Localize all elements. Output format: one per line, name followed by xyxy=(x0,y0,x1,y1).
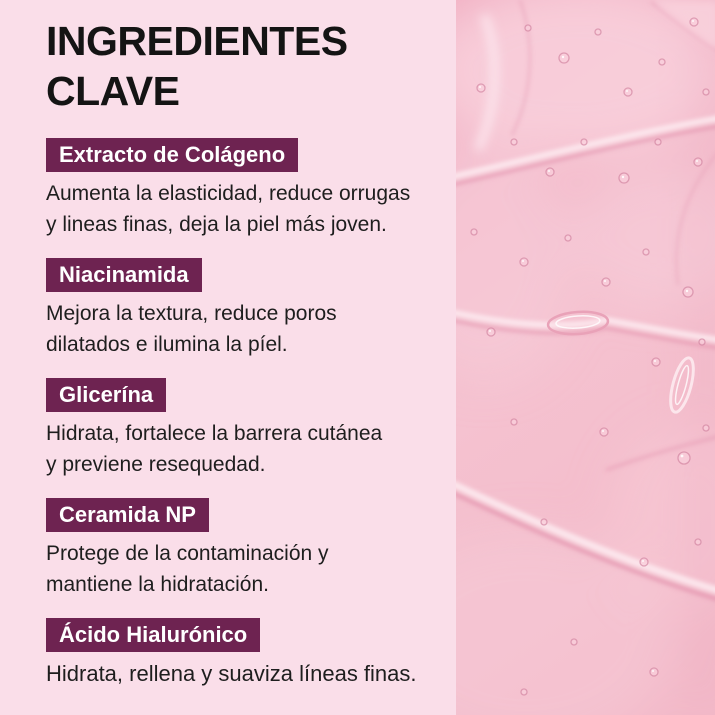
description-line: Hidrata, fortalece la barrera cutánea xyxy=(46,422,383,445)
description-line: Hidrata, rellena y suaviza líneas finas. xyxy=(46,661,417,686)
ingredient-badge: Ceramida NP xyxy=(46,498,209,532)
ingredient-description xyxy=(46,298,456,360)
ingredient-section-ceramida xyxy=(46,498,456,600)
ingredient-section-hialuronico xyxy=(46,618,456,689)
ingredient-badge: Ácido Hialurónico xyxy=(46,618,260,652)
description-line: Protege de la contaminación y xyxy=(46,542,329,565)
description-line: mantiene la hidratación. xyxy=(46,573,269,596)
cream-texture-graphic xyxy=(456,0,715,715)
ingredient-section-colageno xyxy=(46,138,456,240)
title-line-2: CLAVE xyxy=(46,68,180,114)
ingredient-section-niacinamida xyxy=(46,258,456,360)
page-title xyxy=(46,16,456,116)
ingredient-badge: Niacinamida xyxy=(46,258,202,292)
ingredient-description xyxy=(46,178,456,240)
ingredient-description xyxy=(46,658,456,689)
title-line-1: INGREDIENTES xyxy=(46,18,348,64)
ingredient-description xyxy=(46,538,456,600)
ingredient-badge: Extracto de Colágeno xyxy=(46,138,298,172)
ingredient-description xyxy=(46,418,456,480)
description-line: dilatados e ilumina la píel. xyxy=(46,333,288,356)
description-line: y lineas finas, deja la piel más joven. xyxy=(46,213,387,236)
description-line: Mejora la textura, reduce poros xyxy=(46,302,337,325)
description-line: Aumenta la elasticidad, reduce orrugas xyxy=(46,182,411,205)
product-texture-image xyxy=(456,0,715,715)
description-line: y previene resequedad. xyxy=(46,453,266,476)
ingredient-section-glicerina xyxy=(46,378,456,480)
ingredient-badge: Glicerína xyxy=(46,378,166,412)
